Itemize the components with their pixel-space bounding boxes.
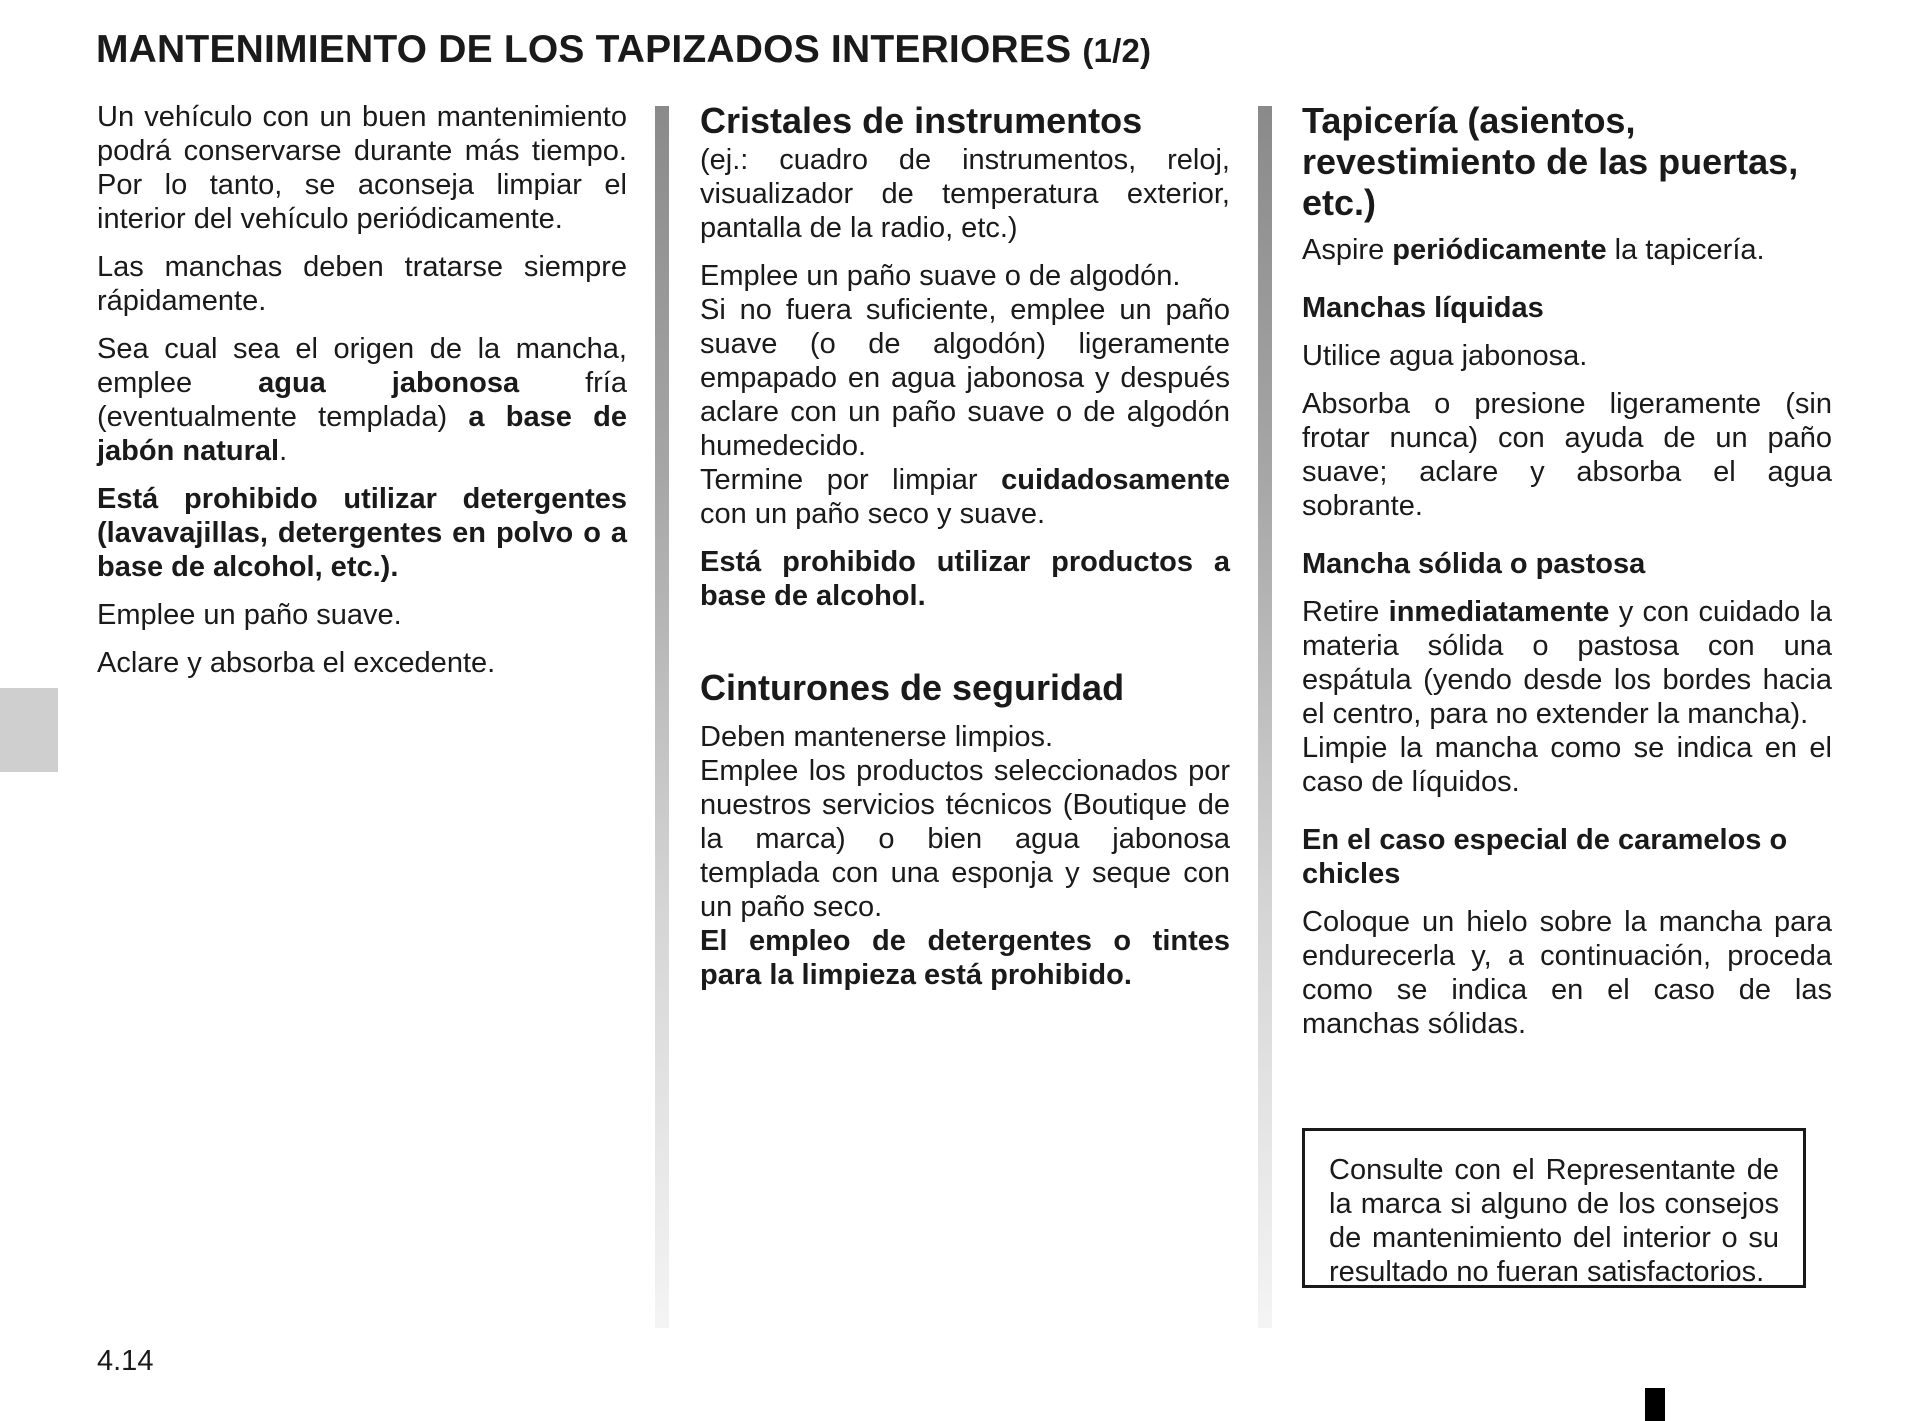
page-title	[96, 28, 1151, 72]
chapter-side-tab	[0, 688, 58, 772]
belts-clean-paragraph: Deben mantenerse limpios.	[700, 721, 1054, 753]
instrument-glass-heading: Cristales de instrumentos	[700, 100, 1143, 141]
intro-paragraph: Un vehículo con un buen mantenimiento podrá conservarse durante más tiempo. Por lo tanto, se aconseja limpiar el interior del vehículo periódicamente.	[97, 101, 627, 235]
column-divider-right	[1258, 106, 1272, 1328]
glass-finish-paragraph: Termine por limpiar cuidadosamente con un paño seco y suave.	[700, 464, 1230, 530]
upholstery-heading: Tapicería (asientos, revestimiento de las puertas, etc.)	[1302, 100, 1799, 223]
dealer-notice-text: Consulte con el Representante de la marca si alguno de los consejos de mantenimiento del interior o su resultado no fueran satisfactorios.	[1329, 1154, 1779, 1288]
solid-stain-subheading: Mancha sólida o pastosa	[1302, 548, 1646, 580]
liquid-soapy-water: Utilice agua jabonosa.	[1302, 340, 1588, 372]
belts-products-paragraph: Emplee los productos seleccionados por nuestros servicios técnicos (Boutique de la marca) o bien agua jabonosa templada con una esponja y seque con un paño seco.	[700, 755, 1230, 923]
vacuum-paragraph: Aspire periódicamente la tapicería.	[1302, 234, 1765, 266]
belts-detergent-warning: El empleo de detergentes o tintes para la limpieza está prohibido.	[700, 925, 1230, 991]
solid-remove-paragraph: Retire inmediatamente y con cuidado la materia sólida o pastosa con una espátula (yendo desde los bordes hacia el centro, para no extender la mancha).	[1302, 596, 1832, 730]
liquid-stains-subheading: Manchas líquidas	[1302, 292, 1544, 324]
rinse-paragraph: Aclare y absorba el excedente.	[97, 647, 496, 679]
dealer-notice-box	[1302, 1128, 1806, 1288]
detergent-warning: Está prohibido utilizar detergentes (lavavajillas, detergentes en polvo o a base de alcohol, etc.).	[97, 483, 627, 583]
soapy-water-paragraph: Sea cual sea el origen de la mancha, emplee agua jabonosa fría (eventualmente templada) a base de jabón natural.	[97, 333, 627, 467]
glass-cloth-paragraph: Emplee un paño suave o de algodón.	[700, 260, 1181, 292]
candy-gum-paragraph: Coloque un hielo sobre la mancha para endurecerla y, a continuación, proceda como se indica en el caso de las manchas sólidas.	[1302, 906, 1832, 1040]
page-title-text: MANTENIMIENTO DE LOS TAPIZADOS INTERIORES	[96, 28, 1072, 71]
column-glass-belts	[700, 100, 1230, 1006]
page-number: 4.14	[97, 1345, 154, 1377]
page-title-suffix: (1/2)	[1082, 32, 1152, 69]
stains-paragraph: Las manchas deben tratarse siempre rápidamente.	[97, 251, 627, 317]
alcohol-warning: Está prohibido utilizar productos a base de alcohol.	[700, 546, 1230, 612]
candy-gum-subheading: En el caso especial de caramelos o chicles	[1302, 824, 1788, 890]
page-corner-mark	[1645, 1388, 1665, 1421]
solid-clean-paragraph: Limpie la mancha como se indica en el caso de líquidos.	[1302, 732, 1832, 798]
glass-damp-cloth-paragraph: Si no fuera suficiente, emplee un paño suave (o de algodón) ligeramente empapado en agua jabonosa y después aclare con un paño suave o de algodón humedecido.	[700, 294, 1230, 462]
column-divider-left	[655, 106, 669, 1328]
soft-cloth-paragraph: Emplee un paño suave.	[97, 599, 402, 631]
seat-belts-heading: Cinturones de seguridad	[700, 667, 1125, 708]
instrument-glass-note: (ej.: cuadro de instrumentos, reloj, visualizador de temperatura exterior, pantalla de la radio, etc.)	[700, 144, 1230, 244]
column-upholstery	[1302, 100, 1832, 1055]
column-general	[97, 100, 627, 694]
liquid-absorb-paragraph: Absorba o presione ligeramente (sin frotar nunca) con ayuda de un paño suave; aclare y absorba el agua sobrante.	[1302, 388, 1832, 522]
